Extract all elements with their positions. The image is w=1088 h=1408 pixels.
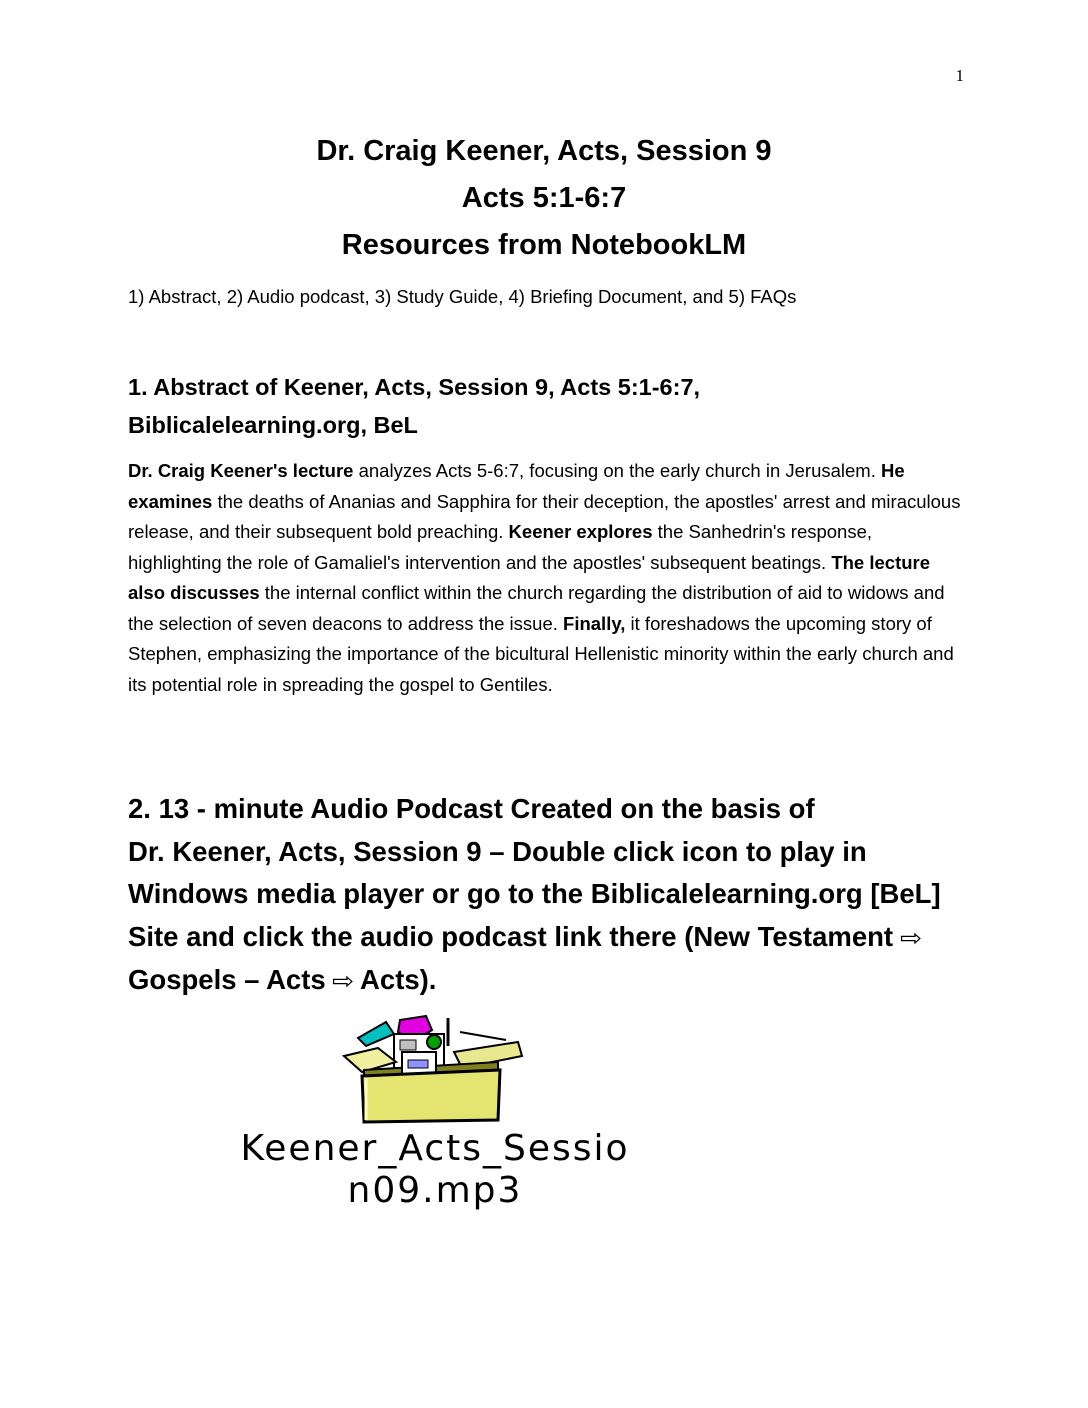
section-2-line-5 [128, 959, 968, 1003]
attachment-filename[interactable] [140, 1128, 730, 1212]
abstract-paragraph [128, 456, 966, 700]
contents-list: 1) Abstract, 2) Audio podcast, 3) Study Guide, 4) Briefing Document, and 5) FAQs [128, 286, 797, 307]
abstract-bold-1: Dr. Craig Keener's lecture [128, 460, 354, 481]
abstract-bold-5: Finally, [563, 612, 626, 634]
abstract-bold-2: He examines [128, 460, 905, 512]
abstract-text-1: analyzes Acts 5-6:7, focusing on the early church in Jerusalem. [353, 460, 881, 481]
abstract-bold-3: Keener explores [508, 521, 653, 542]
section-1-heading [128, 368, 968, 444]
section-2-line-4 [128, 916, 968, 960]
abstract-text-3: the Sanhedrin's response, highlighting the role of Gamaliel's intervention and the apostles' subsequent beatings. [128, 521, 873, 573]
document-title [0, 128, 1088, 269]
title-line-2: Acts 5:1-6:7 [461, 182, 627, 214]
title-line-3: Resources from NotebookLM [341, 229, 747, 261]
section-2-line-5-part-1: Gospels – Acts [128, 964, 334, 995]
page-number: 1 [955, 66, 964, 85]
section-1-heading-line-2: Biblicalelearning.org, BeL [128, 412, 418, 438]
right-arrow-icon: ⇨ [332, 967, 355, 995]
section-2-line-4-text: Site and click the audio podcast link there (New Testament [128, 920, 901, 952]
abstract-text-4: the internal conflict within the church regarding the distribution of aid to widows and the selection of seven deacons to address the issue. [128, 582, 945, 634]
filename-line-2: n09.mp3 [347, 1170, 523, 1211]
section-2-line-5-part-2: Acts). [353, 964, 437, 995]
filename-line-1: Keener_Acts_Sessio [240, 1128, 630, 1169]
section-2-heading [128, 788, 968, 1003]
package-icon[interactable] [336, 1012, 528, 1124]
title-line-1: Dr. Craig Keener, Acts, Session 9 [316, 135, 772, 167]
section-1-heading-line-1: 1. Abstract of Keener, Acts, Session 9, Acts 5:1-6:7, [128, 374, 701, 400]
section-2-line-2: Dr. Keener, Acts, Session 9 – Double click icon to play in [128, 835, 867, 867]
abstract-text-2: the deaths of Ananias and Sapphira for their deception, the apostles' arrest and miraculous release, and their subsequent bold preaching. [128, 490, 961, 542]
abstract-bold-4: The lecture also discusses [128, 551, 931, 603]
right-arrow-icon: ⇨ [899, 923, 922, 952]
section-2-line-1: 2. 13 - minute Audio Podcast Created on the basis of [128, 793, 815, 824]
section-2-line-3: Windows media player or go to the Biblicalelearning.org [BeL] [128, 878, 941, 909]
abstract-text-5: it foreshadows the upcoming story of Stephen, emphasizing the importance of the bicultural Hellenistic minority within the early church and its potential role in spreading the gospel to Gentiles. [128, 612, 954, 695]
